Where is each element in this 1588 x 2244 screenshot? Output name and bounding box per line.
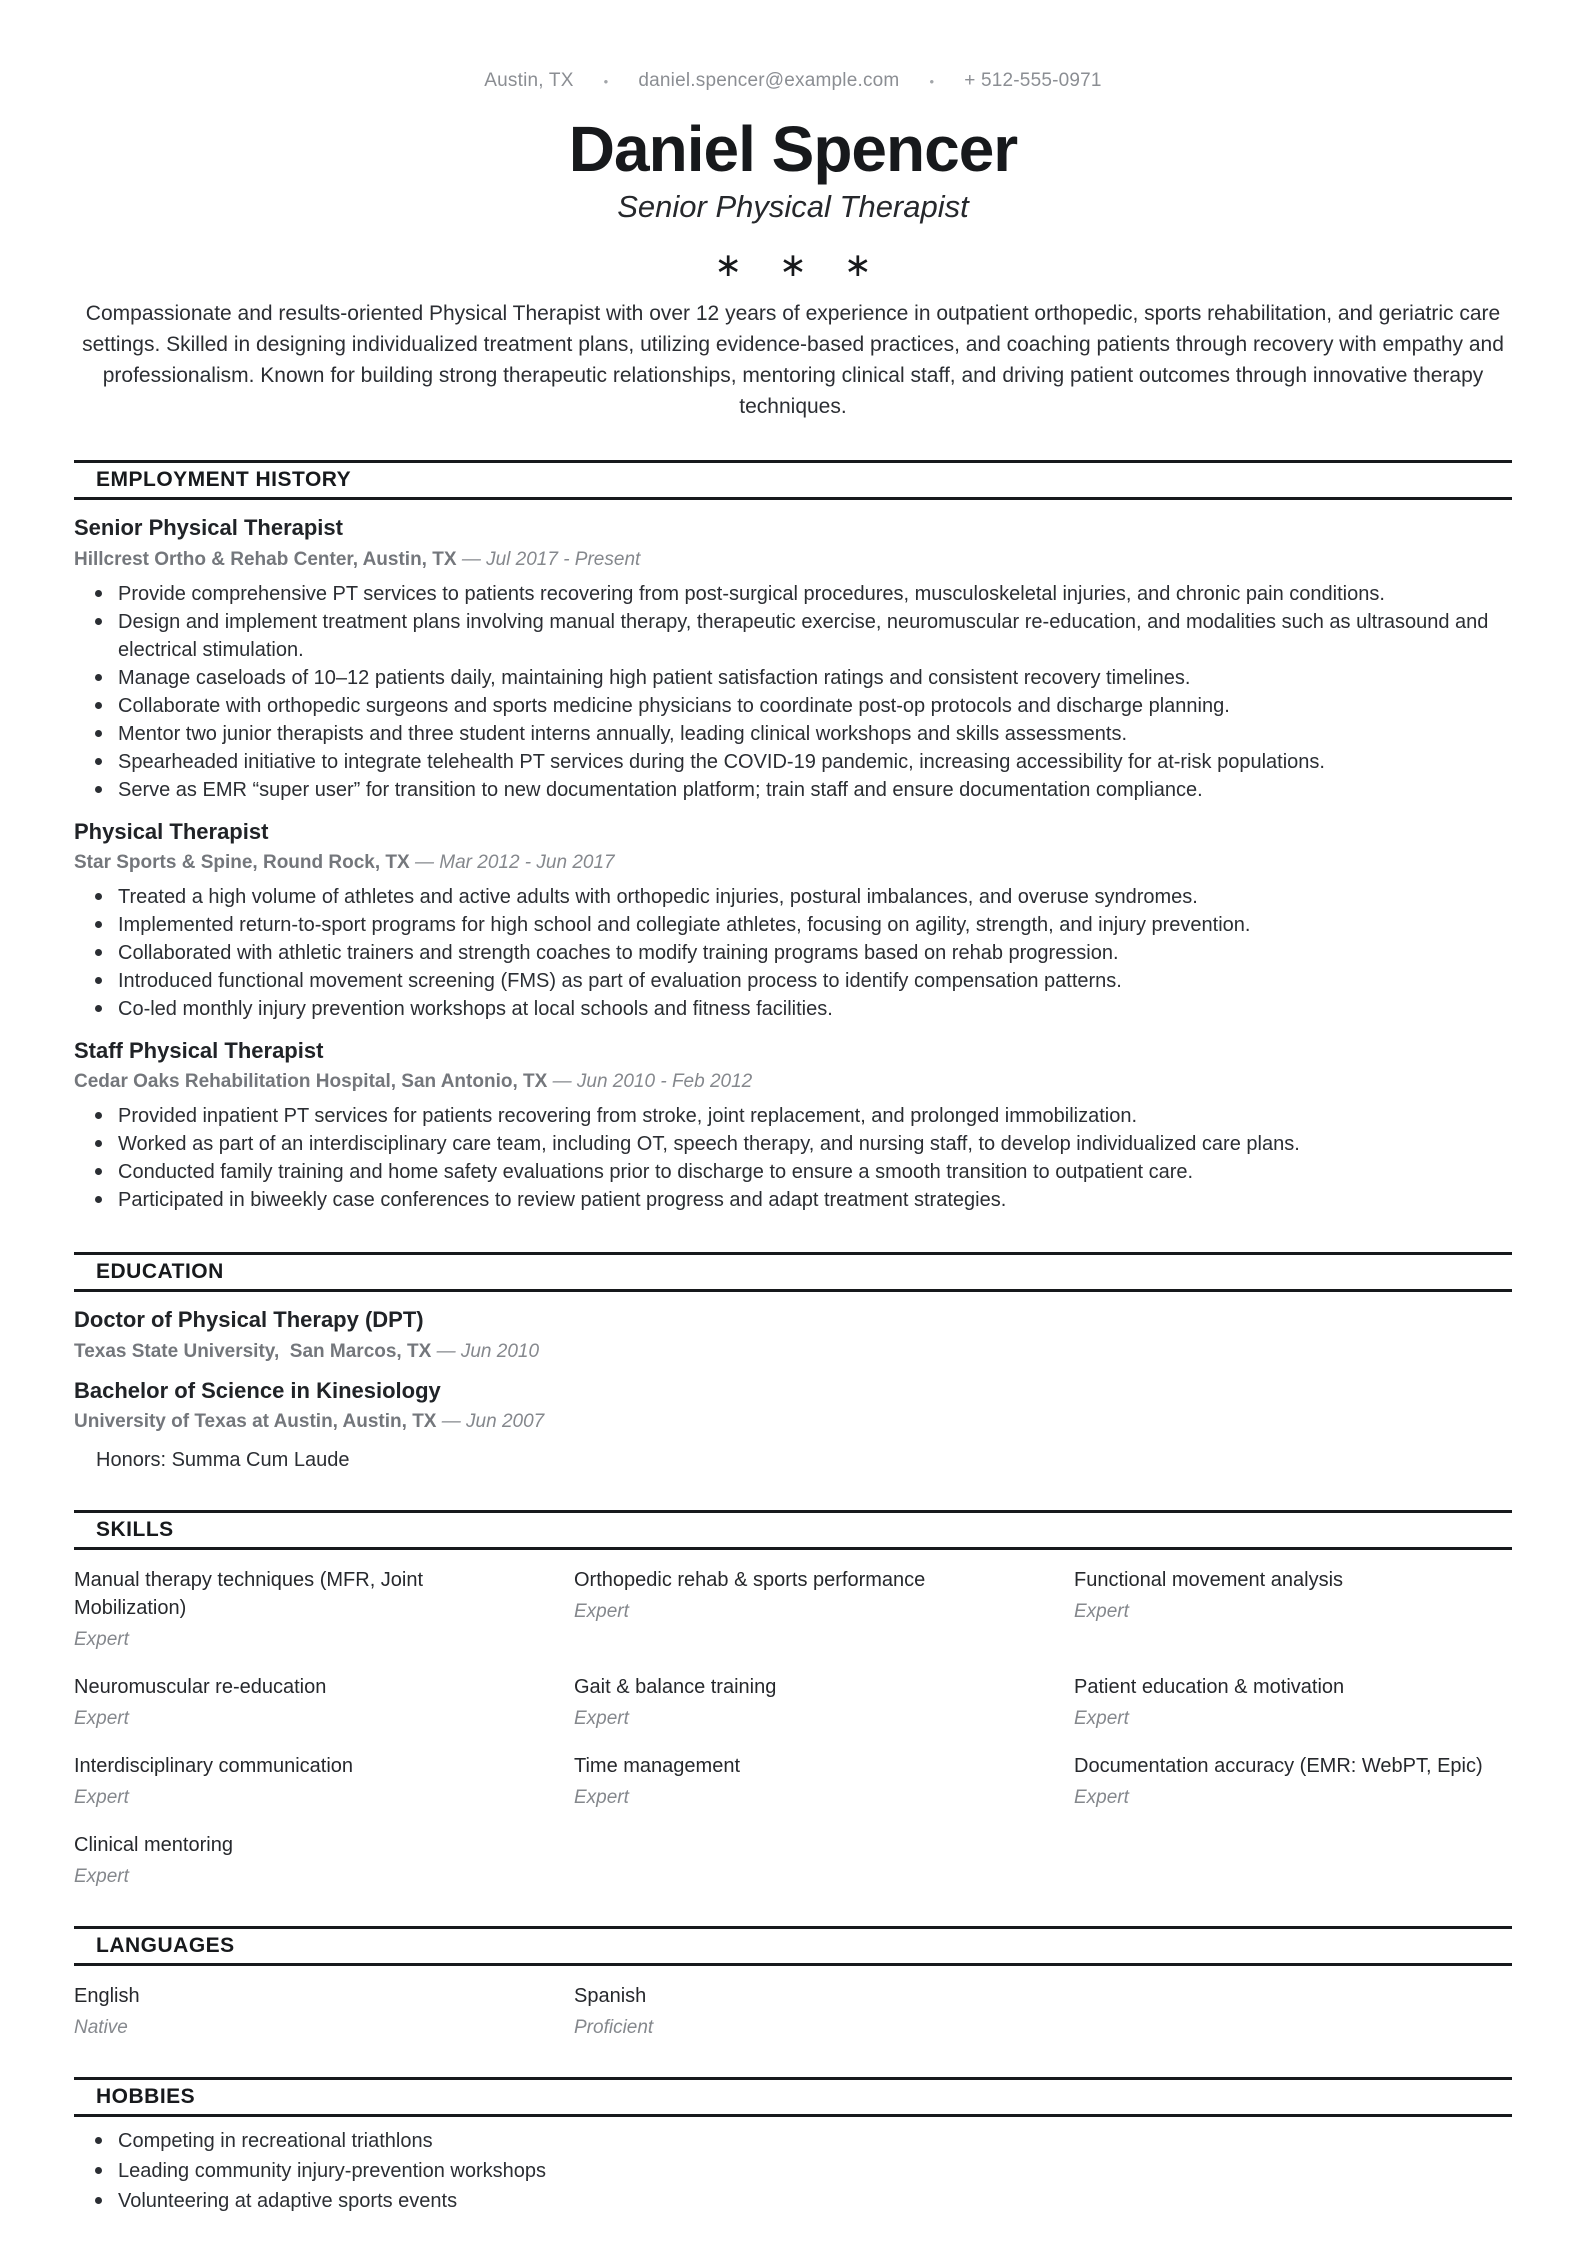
degree-school: University of Texas at Austin, Austin, TX <box>74 1411 437 1433</box>
skill-level: Expert <box>1074 1708 1129 1730</box>
skill-level: Expert <box>74 1708 129 1730</box>
language-level: Proficient <box>574 2017 654 2039</box>
job-bullet-list <box>74 883 1512 1023</box>
language-name: Spanish <box>574 1985 647 2008</box>
skill-name: Gait & balance training <box>574 1676 777 1699</box>
section-heading-employment: EMPLOYMENT HISTORY <box>74 460 1512 500</box>
language-name: English <box>74 1985 140 2008</box>
section-skills <box>74 1510 1512 1888</box>
bullet-item: Introduced functional movement screening (FMS) as part of evaluation process to identify compensation patterns. <box>118 967 1512 995</box>
job-entry <box>74 1038 1512 1214</box>
skill-entry <box>1074 1673 1512 1730</box>
bullet-item: Volunteering at adaptive sports events <box>118 2186 1512 2216</box>
bullet-item: Implemented return-to-sport programs for high school and collegiate athletes, focusing on agility, strength, and injury prevention. <box>118 911 1512 939</box>
skill-name: Time management <box>574 1755 740 1778</box>
bullet-item: Treated a high volume of athletes and active adults with orthopedic injuries, postural imbalances, and overuse syndromes. <box>118 883 1512 911</box>
skill-name: Clinical mentoring <box>74 1834 233 1857</box>
job-title: Senior Physical Therapist <box>74 515 343 541</box>
contact-bar <box>74 70 1512 92</box>
skill-entry <box>74 1831 512 1888</box>
bullet-item: Conducted family training and home safety evaluations prior to discharge to ensure a smooth transition to outpatient care. <box>118 1158 1512 1186</box>
section-heading-languages: LANGUAGES <box>74 1926 1512 1966</box>
separator-dot-icon: • <box>603 73 609 89</box>
skill-name: Patient education & motivation <box>1074 1676 1345 1699</box>
skill-name: Interdisciplinary communication <box>74 1755 354 1778</box>
languages-grid <box>74 1982 1512 2039</box>
bullet-item: Manage caseloads of 10–12 patients daily, maintaining high patient satisfaction ratings and consistent recovery timelines. <box>118 664 1512 692</box>
bullet-item: Participated in biweekly case conferences to review patient progress and adapt treatment strategies. <box>118 1186 1512 1214</box>
skill-entry <box>74 1566 512 1651</box>
degree-school: Texas State University, San Marcos, TX <box>74 1340 432 1362</box>
skill-level: Expert <box>74 1787 129 1809</box>
degree-honors: Honors: Summa Cum Laude <box>96 1449 350 1472</box>
job-meta <box>74 549 1512 571</box>
degree-dates: — Jun 2010 <box>436 1340 540 1362</box>
skill-level: Expert <box>574 1787 629 1809</box>
degree-dates: — Jun 2007 <box>441 1411 545 1433</box>
bullet-item: Provide comprehensive PT services to patients recovering from post-surgical procedures, musculoskeletal injuries, and chronic pain conditions. <box>118 580 1512 608</box>
skill-entry <box>74 1752 512 1809</box>
bullet-item: Competing in recreational triathlons <box>118 2126 1512 2156</box>
degree-entry <box>74 1307 1512 1362</box>
skill-entry <box>1074 1566 1512 1651</box>
section-heading-skills: SKILLS <box>74 1510 1512 1550</box>
language-entry <box>74 1982 512 2039</box>
degree-title: Doctor of Physical Therapy (DPT) <box>74 1307 424 1333</box>
section-languages <box>74 1926 1512 2039</box>
skill-name: Functional movement analysis <box>1074 1569 1344 1592</box>
job-dates: — Jul 2017 - Present <box>461 548 641 570</box>
job-company: Cedar Oaks Rehabilitation Hospital, San Antonio, TX <box>74 1071 548 1093</box>
degree-title: Bachelor of Science in Kinesiology <box>74 1377 441 1403</box>
separator-dot-icon: • <box>929 73 935 89</box>
job-dates: — Jun 2010 - Feb 2012 <box>552 1071 753 1093</box>
candidate-job-title: Senior Physical Therapist <box>617 189 969 225</box>
skill-level: Expert <box>574 1601 629 1623</box>
summary-paragraph: Compassionate and results-oriented Physical Therapist with over 12 years of experience in outpatient orthopedic, sports rehabilitation, and geriatric care settings. Skilled in designing individualized treatment plans, utilizing evidence-based practices, and coaching patients through recovery with empathy and professionalism. Known for building strong therapeutic relationships, mentoring clinical staff, and driving patient outcomes through innovative therapy techniques. <box>82 302 1504 419</box>
section-hobbies <box>74 2077 1512 2216</box>
job-bullet-list <box>74 580 1512 804</box>
contact-phone[interactable]: + 512-555-0971 <box>964 70 1102 91</box>
section-heading-hobbies: HOBBIES <box>74 2077 1512 2117</box>
bullet-item: Collaborated with athletic trainers and strength coaches to modify training programs based on rehab progression. <box>118 939 1512 967</box>
language-level: Native <box>74 2017 128 2039</box>
job-meta <box>74 852 1512 874</box>
section-education <box>74 1252 1512 1472</box>
skill-level: Expert <box>1074 1787 1129 1809</box>
degree-meta <box>74 1411 1512 1433</box>
job-dates: — Mar 2012 - Jun 2017 <box>414 851 615 873</box>
skill-entry <box>74 1673 512 1730</box>
bullet-item: Mentor two junior therapists and three student interns annually, leading clinical workshops and skills assessments. <box>118 720 1512 748</box>
job-entry <box>74 515 1512 803</box>
job-title: Physical Therapist <box>74 818 269 844</box>
skill-name: Documentation accuracy (EMR: WebPT, Epic) <box>1074 1755 1483 1778</box>
bullet-item: Design and implement treatment plans involving manual therapy, therapeutic exercise, neuromuscular re-education, and modalities such as ultrasound and electrical stimulation. <box>118 608 1512 664</box>
skill-name: Neuromuscular re-education <box>74 1676 327 1699</box>
skill-entry <box>574 1752 1012 1809</box>
jobs-container <box>74 515 1512 1214</box>
hobbies-list <box>74 2126 1512 2216</box>
skill-entry <box>1074 1752 1512 1809</box>
skill-entry <box>574 1566 1012 1651</box>
bullet-item: Provided inpatient PT services for patients recovering from stroke, joint replacement, and prolonged immobilization. <box>118 1102 1512 1130</box>
job-company: Hillcrest Ortho & Rehab Center, Austin, TX <box>74 548 457 570</box>
language-entry <box>574 1982 1012 2039</box>
bullet-item: Serve as EMR “super user” for transition to new documentation platform; train staff and ensure documentation compliance. <box>118 776 1512 804</box>
job-entry <box>74 819 1512 1023</box>
candidate-name: Daniel Spencer <box>568 113 1018 185</box>
bullet-item: Collaborate with orthopedic surgeons and sports medicine physicians to coordinate post-op protocols and discharge planning. <box>118 692 1512 720</box>
bullet-item: Spearheaded initiative to integrate telehealth PT services during the COVID-19 pandemic, increasing accessibility for at-risk populations. <box>118 748 1512 776</box>
skill-level: Expert <box>574 1708 629 1730</box>
section-heading-education: EDUCATION <box>74 1252 1512 1292</box>
bullet-item: Co-led monthly injury prevention workshops at local schools and fitness facilities. <box>118 995 1512 1023</box>
bullet-item: Leading community injury-prevention workshops <box>118 2156 1512 2186</box>
degree-entry <box>74 1378 1512 1472</box>
job-bullet-list <box>74 1102 1512 1214</box>
skill-level: Expert <box>74 1866 129 1888</box>
bullet-item: Worked as part of an interdisciplinary care team, including OT, speech therapy, and nursing staff, to develop individualized care plans. <box>118 1130 1512 1158</box>
skill-name: Manual therapy techniques (MFR, Joint Mobilization) <box>74 1569 424 1620</box>
skill-level: Expert <box>74 1629 129 1651</box>
contact-location: Austin, TX <box>484 70 574 91</box>
skill-entry <box>574 1673 1012 1730</box>
section-employment-history <box>74 460 1512 1214</box>
job-title: Staff Physical Therapist <box>74 1037 324 1063</box>
degree-meta <box>74 1341 1512 1363</box>
contact-email[interactable]: daniel.spencer@example.com <box>638 70 900 91</box>
skill-name: Orthopedic rehab & sports performance <box>574 1569 926 1592</box>
skill-level: Expert <box>1074 1601 1129 1623</box>
asterisk-divider-icon: ∗ ∗ ∗ <box>714 246 886 284</box>
job-meta <box>74 1071 1512 1093</box>
skills-grid <box>74 1566 1512 1888</box>
degrees-container <box>74 1307 1512 1472</box>
job-company: Star Sports & Spine, Round Rock, TX <box>74 851 410 873</box>
